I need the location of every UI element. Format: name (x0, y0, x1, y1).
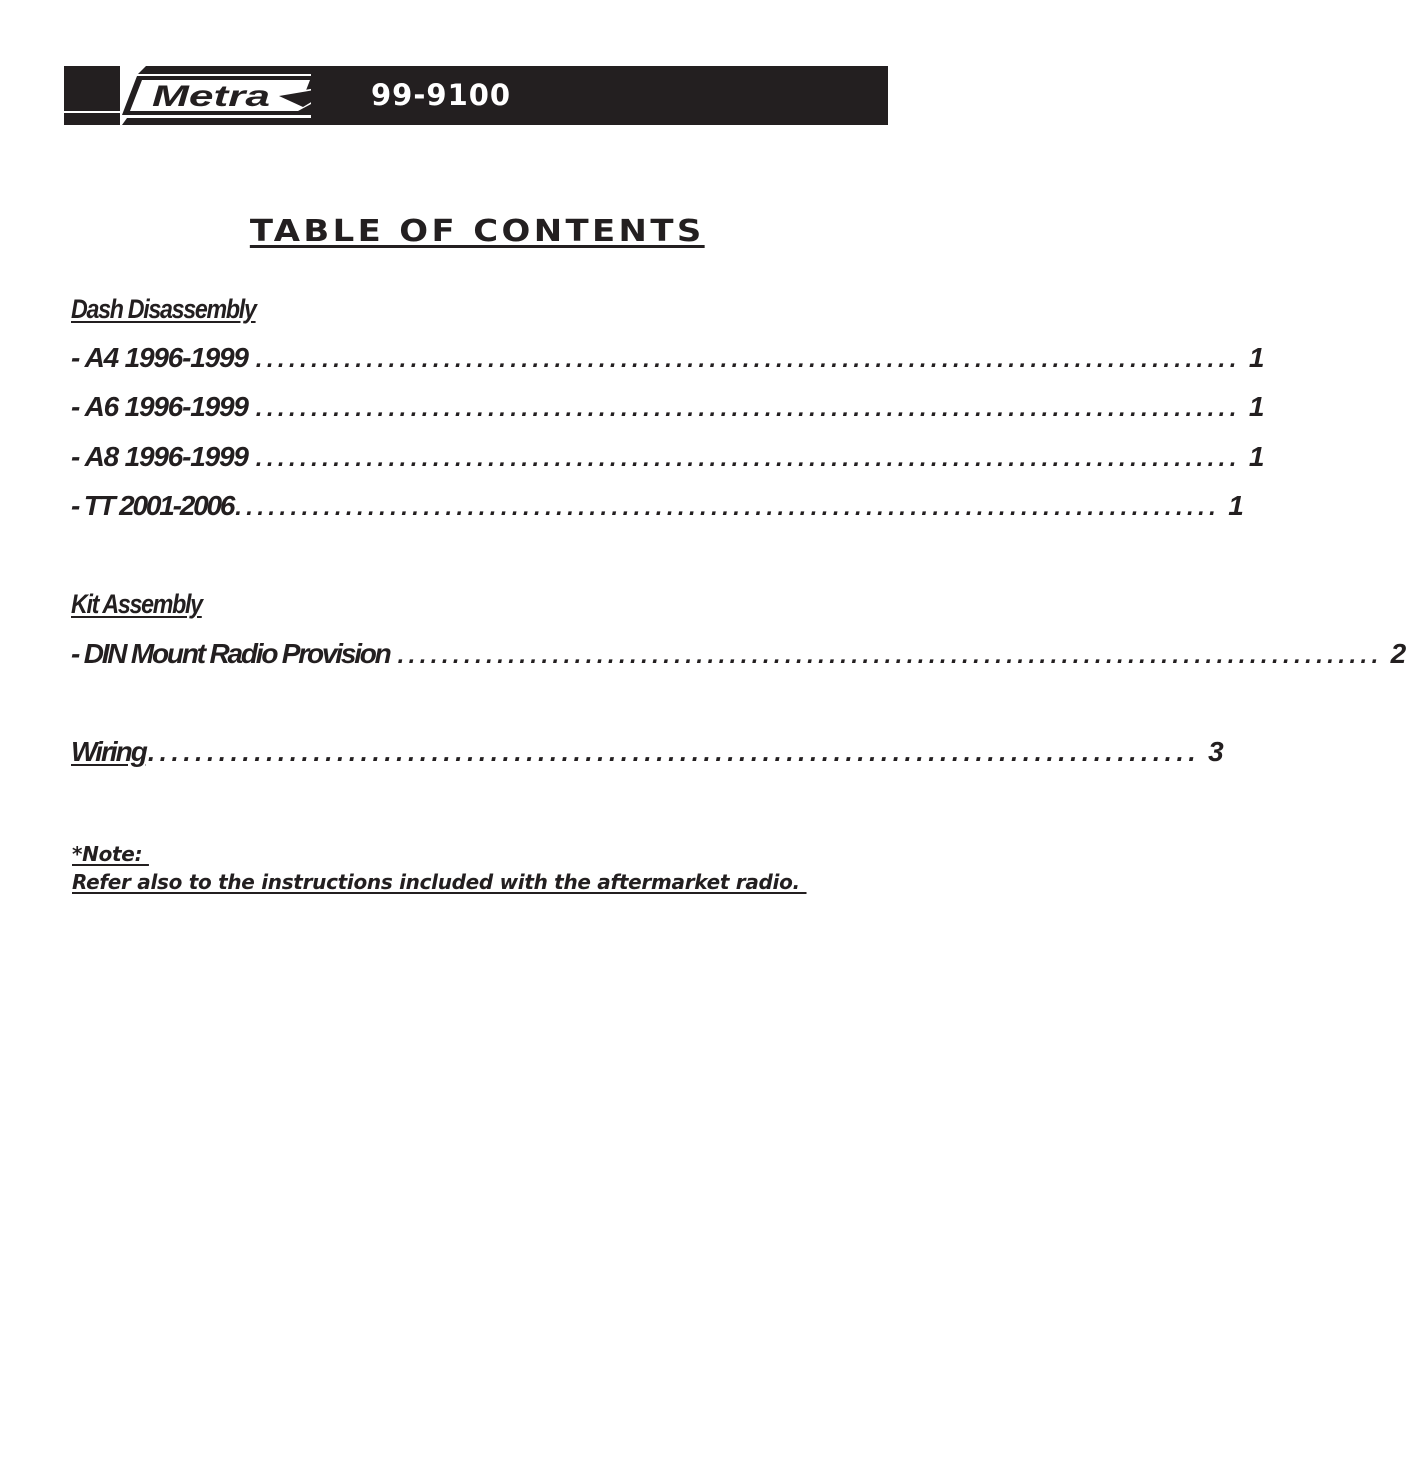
header-banner (64, 66, 888, 125)
header-block-bottom (64, 113, 120, 125)
toc-row-label: - A4 1996-1999 (71, 342, 248, 373)
toc-row-page: 1 (1248, 441, 1265, 472)
section-heading-kit: Kit Assembly (71, 589, 202, 619)
dot-leader: ......................................................................................... (255, 445, 1241, 472)
dot-leader: ......................................................................................... (397, 642, 1383, 669)
header-bar (311, 66, 888, 125)
toc-row-label: Wiring (71, 736, 146, 767)
toc-row-page: 1 (1228, 490, 1244, 521)
toc-row-tt[interactable] (71, 490, 1244, 530)
toc-row-label: - A6 1996-1999 (71, 391, 248, 422)
toc-row-din-mount[interactable] (71, 638, 1406, 678)
toc-row-label: - TT 2001-2006 (71, 490, 234, 521)
toc-row-a8[interactable] (71, 441, 1265, 481)
toc-title-text: TABLE OF CONTENTS (249, 214, 705, 249)
toc-row-a6[interactable] (71, 391, 1265, 431)
toc-row-page: 1 (1248, 391, 1265, 422)
toc-title (0, 214, 954, 249)
header-block-top (64, 66, 120, 111)
dot-leader: ......................................................................................... (255, 395, 1241, 422)
toc-row-label: - A8 1996-1999 (71, 441, 248, 472)
note-text: Refer also to the instructions included with the aftermarket radio. (72, 870, 807, 894)
dot-leader: ......................................................................................... (235, 494, 1221, 521)
toc-row-label: - DIN Mount Radio Provision (71, 638, 390, 669)
toc-row-page: 2 (1390, 638, 1406, 669)
toc-row-a4[interactable] (71, 342, 1265, 382)
toc-row-page: 1 (1248, 342, 1265, 373)
dot-leader: ......................................................................................... (255, 346, 1241, 373)
section-heading-dash: Dash Disassembly (71, 294, 256, 324)
toc-row-page: 3 (1208, 736, 1224, 767)
note-label: *Note: (72, 842, 149, 866)
dot-leader: ......................................................................................... (147, 737, 1201, 767)
svg-text:Metra: Metra (152, 80, 270, 113)
model-number: 99-9100 (371, 78, 512, 112)
toc-row-wiring[interactable] (71, 736, 1224, 776)
